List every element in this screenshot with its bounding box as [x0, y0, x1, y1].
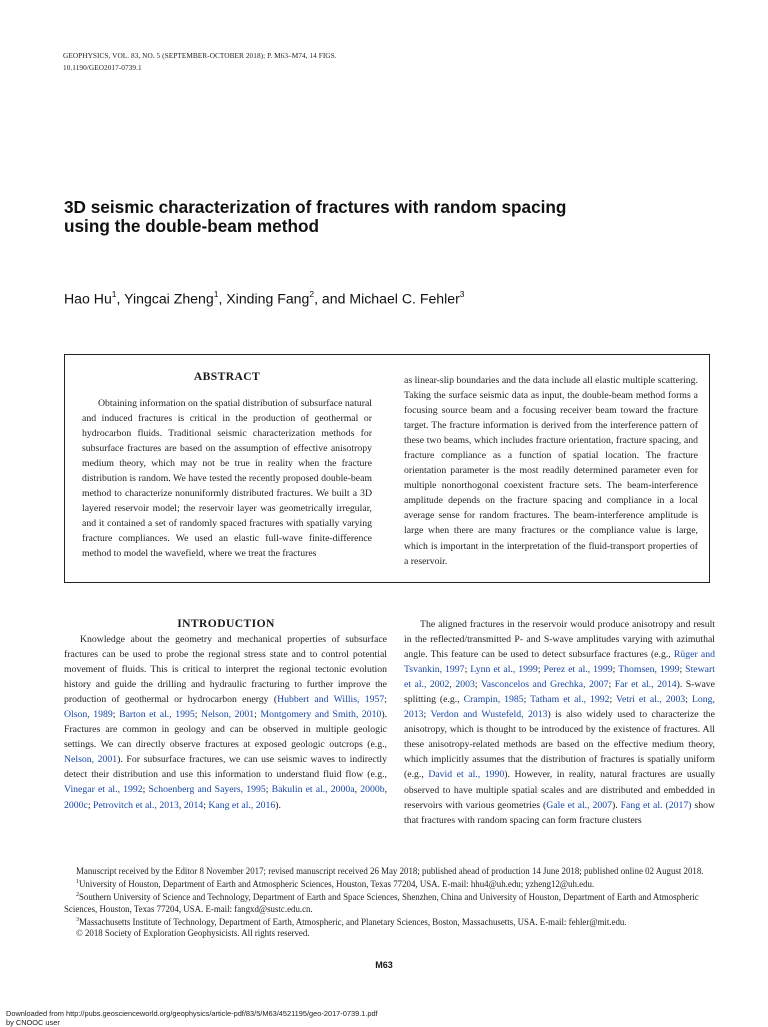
title-line-1: 3D seismic characterization of fractures with random spacing [64, 197, 567, 217]
body-text: ; [679, 664, 686, 676]
body-text: ). However, in reality, natural fractures are usually observed to have multiple spatial scales and are distributed and embedded in reservoirs with various geometries ( [404, 769, 716, 811]
body-text: ). For subsurface fractures, we can use seismic waves to indirectly detect their distribution and use this information to understand fluid flow (e.g., [64, 754, 387, 781]
citation-link[interactable]: David et al., 1990 [428, 769, 505, 781]
body-text: ; [464, 664, 471, 676]
body-text: ). [275, 799, 281, 811]
citation-link[interactable]: Stewart et al., 2002 [404, 664, 715, 691]
body-text: ; [609, 694, 617, 706]
citation-link[interactable]: Vasconcelos and Grechka, 2007 [480, 679, 609, 691]
author-name: Yingcai Zheng [124, 290, 214, 307]
affiliation-marker: 1 [213, 289, 219, 299]
body-text: ; [608, 679, 615, 691]
introduction-heading: INTRODUCTION [177, 617, 275, 630]
body-text: ). Fractures are common in geology and can be observed in multiple geologic settings. We can directly observe fractures at exposed geologic outcrops (e.g., [64, 709, 388, 751]
body-text: ; [112, 709, 120, 721]
citation-link[interactable]: Kang et al., 2016 [208, 799, 276, 811]
citation-link[interactable]: Vetri et al., 2003 [616, 694, 686, 706]
introduction-column-right [404, 617, 715, 828]
abstract-text-left: Obtaining information on the spatial distribution of subsurface natural and induced fractures is critical in the production of geothermal or hydrocarbon fluids. Traditional seismic characterization methods for subsurface fractures are based on the assumption of effective anisotropy medium theory, which may not be true in reality when the fracture distribution is random. We have tested the recently proposed double-beam method to characterize nonuniformly distributed fractures. We built a 3D layered reservoir model; the reservoir layer was geometrically irregular, and it contained a set of randomly spaced fractures with spatially varying fracture compliances. We used an elastic full-wave finite-difference method to model the wavefield, where we treat the fractures [82, 398, 372, 560]
citation-link[interactable]: Fang et al. (2017) [620, 799, 692, 811]
introduction-paragraph [404, 617, 715, 828]
affiliation-marker: 1 [111, 289, 117, 299]
citation-link[interactable]: Olson, 1989 [64, 709, 113, 721]
footnote-marker: 3 [76, 916, 79, 923]
manuscript-received-note: Manuscript received by the Editor 8 November 2017; revised manuscript received 26 May 2018; published ahead of production 14 June 2018; published online 02 August 2018. [76, 866, 704, 876]
affiliation-marker: 2 [309, 289, 315, 299]
abstract-heading: ABSTRACT [193, 370, 261, 383]
citation-link[interactable]: 2014 [183, 799, 204, 811]
body-text: ) is also widely used to characterize the anisotropy, which is thought to be introduced by the existence of fractures. All these anisotropy-related methods are based on the effective medium theory, which implicitly assumes that the distribution of fractures is spatially uniform (e.g., [404, 709, 715, 781]
footnote-text: University of Houston, Department of Earth and Atmospheric Sciences, Houston, Texas 77204, USA. E-mail: hhu4@uh.edu; yzheng12@uh.edu. [79, 879, 595, 890]
affiliation-footnote [64, 915, 720, 928]
citation-link[interactable]: Far et al., 2014 [614, 679, 677, 691]
body-text: ; [537, 664, 544, 676]
footnote-marker: 2 [76, 892, 79, 899]
author-list [64, 290, 704, 307]
citation-link[interactable]: Vinegar et al., 1992 [64, 784, 143, 796]
body-text: , [178, 799, 184, 811]
author-name: Michael C. Fehler [349, 290, 460, 307]
copyright-notice: © 2018 Society of Exploration Geophysicists. All rights reserved. [76, 927, 310, 938]
body-text: ; [612, 664, 619, 676]
download-url-line: Downloaded from http://pubs.geoscienceworld.org/geophysics/article-pdf/83/5/M63/4521195/geo-2017-0739.1.pdf [6, 1009, 378, 1018]
body-text: ; [254, 709, 261, 721]
citation-link[interactable]: Tatham et al., 1992 [530, 694, 610, 706]
citation-link[interactable]: 2000c [64, 799, 88, 811]
body-text: ; [523, 694, 531, 706]
body-text: The aligned fractures in the reservoir would produce anisotropy and result in the reflected/transmitted P- and S-wave amplitudes varying with azimuthal angle. This feature can be used to detect subsurface fractures (e.g., [404, 619, 715, 661]
title-line-2: using the double-beam method [64, 216, 319, 236]
citation-link[interactable]: Rüger and Tsvankin, 1997 [404, 649, 716, 676]
abstract-text-right: as linear-slip boundaries and the data include all elastic multiple scattering. Taking the surface seismic data as input, the double-beam method forms a focusing source beam and a focusing receiver beam toward the fracture target. The fracture information is derived from the interference pattern of these two beams, which includes fracture orientation, fracture spacing, and fracture compliance as a function of spatial location. The fracture orientation parameter is the most readily determined parameter even for multiple nonorthogonal coexistent fracture sets. The beam-interference amplitude depends on the fracture spacing and compliance in a local average sense for random fractures. The beam-interference amplitude is large when there are many fractures or the compliance value is large, which is important in the interpretation of the fluid-transport properties of a reservoir. [404, 375, 698, 567]
introduction-column-left [64, 632, 387, 813]
citation-link[interactable]: Montgomery and Smith, 2010 [260, 709, 382, 721]
affiliation-marker: 3 [459, 289, 465, 299]
body-text: ; [203, 799, 209, 811]
citation-link[interactable]: 2000b [360, 784, 385, 796]
citation-link[interactable]: Schoenberg and Sayers, 1995 [148, 784, 266, 796]
citation-link[interactable]: Hubbert and Willis, 1957 [277, 694, 385, 706]
body-text: ). [611, 799, 621, 811]
citation-link[interactable]: Gale et al., 2007 [546, 799, 612, 811]
doi-header: 10.1190/GEO2017-0739.1 [63, 63, 142, 72]
body-text: Knowledge about the geometry and mechanical properties of subsurface fractures can be used to probe the regional stress state and to control potential movement of fluids. This is critical to interpret the regional tectonic evolution history and guide the drilling and hydraulic fracturing to further improve the production of geothermal or hydrocarbon energy ( [64, 634, 387, 706]
author-separator: , and [314, 290, 350, 307]
author-separator: , [218, 290, 227, 307]
citation-link[interactable]: Crampin, 1985 [463, 694, 524, 706]
journal-citation-header: GEOPHYSICS, VOL. 83, NO. 5 (SEPTEMBER-OCTOBER 2018); P. M63–M74, 14 FIGS. [63, 51, 337, 60]
introduction-paragraph [64, 632, 387, 813]
citation-link[interactable]: 2003 [455, 679, 475, 691]
affiliation-footnote [64, 890, 720, 914]
body-text: ; [685, 694, 692, 706]
body-text: ; [423, 709, 431, 721]
citation-link[interactable]: Long, 2013 [404, 694, 715, 721]
citation-link[interactable]: Petrovitch et al., 2013 [92, 799, 179, 811]
footnote-marker: 1 [76, 879, 79, 886]
body-text: , [384, 784, 388, 796]
citation-link[interactable]: Bakulin et al., 2000a [271, 784, 355, 796]
paper-title [64, 198, 704, 236]
abstract-column-right [404, 373, 698, 569]
body-text: ; [87, 799, 93, 811]
body-text: ). S-wave splitting (e.g., [404, 679, 715, 706]
body-text: , [354, 784, 361, 796]
body-text: ; [194, 709, 202, 721]
citation-link[interactable]: Thomsen, 1999 [618, 664, 680, 676]
footnote-text: Massachusetts Institute of Technology, Department of Earth, Atmospheric, and Planetary Sciences, Boston, Massachusetts, USA. E-mail: fehler@mit.edu. [79, 916, 627, 927]
citation-link[interactable]: Verdon and Wustefeld, 2013 [430, 709, 548, 721]
body-text: ; [265, 784, 272, 796]
citation-link[interactable]: Nelson, 2001 [64, 754, 118, 766]
body-text: ; [384, 694, 388, 706]
download-user-line: by CNOOC user [6, 1018, 60, 1027]
body-text: show that fractures with random spacing can form fracture clusters [404, 799, 715, 826]
author-separator: , [116, 290, 125, 307]
page-number: M63 [375, 960, 393, 970]
citation-link[interactable]: Nelson, 2001 [201, 709, 255, 721]
author-name: Hao Hu [64, 290, 112, 307]
body-text: , [449, 679, 456, 691]
body-text: ; [474, 679, 481, 691]
footnote-text: Southern University of Science and Technology, Department of Earth and Space Sciences, Shenzhen, China and University of Houston, Department of Earth and Atmospheric Sciences, Houston, Texas 77204, USA. E-mail: fangxd@sustc.edu.cn. [64, 892, 699, 914]
citation-link[interactable]: Perez et al., 1999 [543, 664, 613, 676]
author-name: Xinding Fang [226, 290, 310, 307]
body-text: ; [142, 784, 149, 796]
abstract-column-left [82, 396, 372, 562]
citation-link[interactable]: Lynn et al., 1999 [470, 664, 538, 676]
footnotes [64, 866, 720, 939]
download-notice [6, 1009, 378, 1027]
citation-link[interactable]: Barton et al., 1995 [119, 709, 195, 721]
affiliation-footnote [64, 877, 720, 890]
